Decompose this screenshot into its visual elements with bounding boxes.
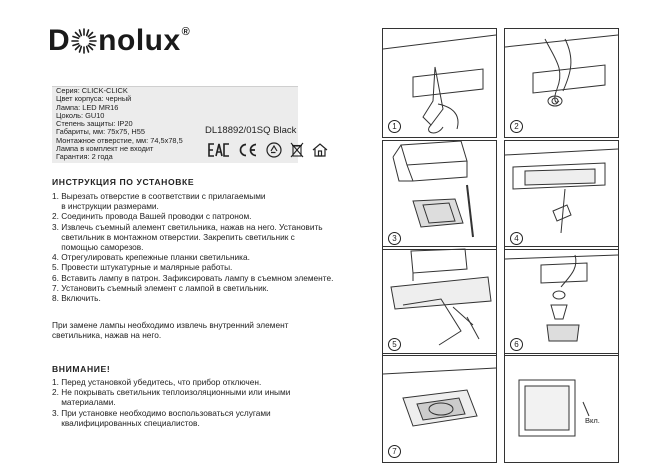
figure-step-7 <box>382 353 497 463</box>
list-item: 3. Извлечь съемный алемент светильника, нажав на него. Установить <box>52 221 323 232</box>
note-line: светильника, нажав на него. <box>52 330 162 341</box>
list-item: материалами. <box>52 397 116 408</box>
figure-step-3 <box>382 140 497 250</box>
figure-switch-on <box>504 353 619 463</box>
step-number: 6 <box>510 338 523 351</box>
eac-mark-icon <box>208 143 230 157</box>
spec-line: Лампа в комплект не входит <box>56 144 154 154</box>
list-item: 2. Соединить провода Вашей проводки с патроном. <box>52 211 252 222</box>
list-item: помощью саморезов. <box>52 242 144 253</box>
spec-line: Лампа: LED MR16 <box>56 102 119 112</box>
logo-word: nolux <box>98 24 181 57</box>
sun-icon <box>71 28 97 54</box>
figure-step-1 <box>382 28 497 138</box>
replacement-note <box>52 320 382 340</box>
figure-step-5 <box>382 246 497 356</box>
list-item: 2. Не покрывать светильник теплоизоляционными или иными <box>52 387 291 398</box>
list-item: 1. Перед установкой убедитесь, что прибор отключен. <box>52 377 262 387</box>
spec-line: Степень защиты: IP20 <box>56 119 133 129</box>
step-number: 4 <box>510 232 523 245</box>
list-item: светильник в монтажном отверстии. Закрепить светильник с <box>52 231 295 242</box>
spec-line: Цвет корпуса: черный <box>56 94 132 104</box>
list-item: 8. Включить. <box>52 293 101 304</box>
switched-on-fixture-illustration <box>505 354 618 462</box>
recycle-mark-icon <box>266 142 282 158</box>
spec-line: Габариты, мм: 75х75, Н55 <box>56 127 145 137</box>
brand-logo <box>48 24 190 58</box>
spec-line: Гарантия: 2 года <box>56 152 113 162</box>
cutting-hole-illustration <box>383 29 496 137</box>
registered-mark: ® <box>181 26 191 38</box>
list-item: 3. При установке необходимо воспользоваться услугами <box>52 407 271 418</box>
step-number: 2 <box>510 120 523 133</box>
spec-line: Цоколь: GU10 <box>56 110 105 120</box>
wiring-illustration <box>505 29 618 137</box>
mounting-illustration <box>383 141 496 249</box>
logo-letter-d: D <box>48 24 71 57</box>
figure-step-4 <box>504 140 619 250</box>
instructions-title: ИНСТРУКЦИЯ ПО УСТАНОВКЕ <box>52 177 195 187</box>
switch-label: Вкл. <box>585 416 600 425</box>
spec-line: Монтажное отверстие, мм: 74,5х78,5 <box>56 135 183 145</box>
adjust-planks-illustration <box>505 141 618 249</box>
house-mark-icon <box>312 143 328 157</box>
ce-mark-icon <box>238 143 258 157</box>
list-item: квалифицированных специалистов. <box>52 417 200 428</box>
list-item: 1. Вырезать отверстие в соответствии с прилагаемыми <box>52 191 266 201</box>
figure-step-2 <box>504 28 619 138</box>
certification-marks <box>208 140 328 160</box>
plastering-illustration <box>383 247 496 355</box>
install-element-illustration <box>383 354 496 462</box>
list-item: 6. Вставить лампу в патрон. Зафиксировать лампу в съемном элементе. <box>52 272 334 283</box>
figure-step-6 <box>504 246 619 356</box>
step-number: 5 <box>388 338 401 351</box>
step-number: 7 <box>388 445 401 458</box>
list-item: 4. Отрегулировать крепежные планки светильника. <box>52 252 250 263</box>
list-item: 5. Провести штукатурные и малярные работы. <box>52 262 233 273</box>
instructions-list <box>52 191 382 303</box>
warning-title: ВНИМАНИЕ! <box>52 364 111 374</box>
spec-line: Серия: CLICK-CLICK <box>56 86 128 95</box>
insert-lamp-illustration <box>505 247 618 355</box>
step-number: 1 <box>388 120 401 133</box>
model-number: DL18892/01SQ Black <box>205 125 297 136</box>
warning-list <box>52 377 382 428</box>
step-number: 3 <box>388 232 401 245</box>
list-item: 7. Установить съемный элемент с лампой в светильник. <box>52 282 269 293</box>
list-item: в инструкции размерами. <box>52 201 159 212</box>
no-trash-mark-icon <box>290 142 304 158</box>
note-line: При замене лампы необходимо извлечь внутренний элемент <box>52 320 289 330</box>
